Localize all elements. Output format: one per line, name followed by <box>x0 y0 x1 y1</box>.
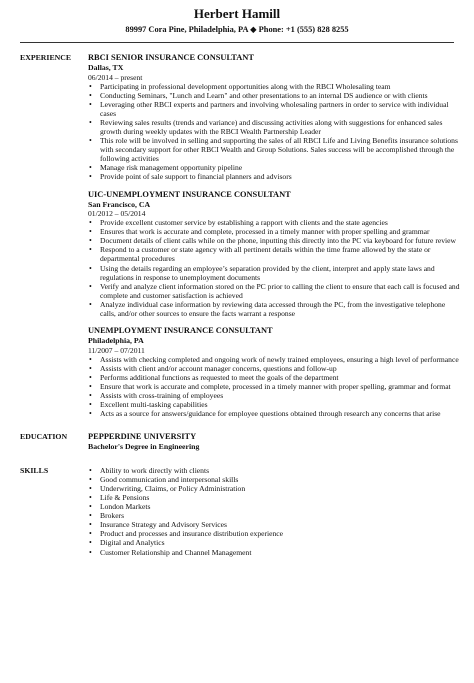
skill-item: • Good communication and interpersonal skills <box>88 475 462 484</box>
job-entry <box>88 326 462 418</box>
job-title: UIC-UNEMPLOYMENT INSURANCE CONSULTANT <box>88 189 291 199</box>
bullet-item: • Assists with checking completed and ongoing work of newly trained employees, ensuring a high level of performance <box>88 355 462 364</box>
experience-body <box>88 53 462 426</box>
bullet-item: • This role will be involved in selling and supporting the sales of all RBCI Life and Living Benefits insurance solutions with secondary support for other RBCI Wealth and Group Solutions. Sales success will be accomplished through the following activities <box>88 136 462 163</box>
skill-item: • Underwriting, Claims, or Policy Administration <box>88 484 462 493</box>
bullet-item: • Assists with client and/or account manager concerns, questions and follow-up <box>88 364 462 373</box>
skill-item: • Insurance Strategy and Advisory Services <box>88 520 462 529</box>
education-section <box>0 432 474 452</box>
job-location: San Francisco, CA <box>88 199 151 209</box>
bullet-item: • Conducting Seminars, "Lunch and Learn" and other presentations to an internal DS audience or with clients <box>88 91 462 100</box>
skill-item: • Ability to work directly with clients <box>88 466 462 475</box>
education-body <box>88 432 462 452</box>
job-entry <box>88 53 462 182</box>
degree: Bachelor's Degree in Engineering <box>88 442 200 452</box>
job-location: Dallas, TX <box>88 63 124 72</box>
bullet-item: • Acts as a source for answers/guidance for employee questions obtained through research any concerns that arise <box>88 409 462 418</box>
bullet-item: • Verify and analyze client information stored on the PC prior to calling the client to ensure that each call is focused and complete and customer satisfaction is achieved <box>88 282 462 300</box>
header-divider <box>20 42 454 43</box>
job-dates: 06/2014 – present <box>88 72 143 82</box>
job-entry <box>88 190 462 319</box>
skill-item: • Product and processes and insurance distribution experience <box>88 529 462 538</box>
bullet-item: • Ensures that work is accurate and complete, processed in a timely manner with proper spelling and grammar <box>88 227 462 236</box>
bullet-item: • Reviewing sales results (trends and variance) and discussing activities along with suggestions for enhanced sales growth during weekly updates with the RBCI Wealth Partnership Leader <box>88 118 462 136</box>
job-title: RBCI SENIOR INSURANCE CONSULTANT <box>88 53 254 62</box>
bullet-item: • Using the details regarding an employee’s separation provided by the client, interpret and apply state laws and regulations in response to unemployment documents <box>88 264 462 282</box>
skill-item: • Digital and Analytics <box>88 538 462 547</box>
skill-item: • Life & Pensions <box>88 493 462 502</box>
job-bullets <box>88 355 462 419</box>
bullet-item: • Provide point of sale support to financial planners and advisors <box>88 172 462 181</box>
bullet-item: • Excellent multi-tasking capabilities <box>88 400 462 409</box>
skill-item: • Brokers <box>88 511 462 520</box>
skills-body <box>88 466 462 557</box>
bullet-item: • Performs additional functions as requested to meet the goals of the department <box>88 373 462 382</box>
bullet-item: • Manage risk management opportunity pipeline <box>88 163 462 172</box>
job-bullets <box>88 82 462 182</box>
skills-list <box>88 466 462 557</box>
education-label: EDUCATION <box>20 432 68 442</box>
school-name: PEPPERDINE UNIVERSITY <box>88 432 197 442</box>
resume-header <box>0 0 474 36</box>
bullet-item: • Respond to a customer or state agency with all pertinent details within the time frame allowed by the state or departmental procedures <box>88 245 462 263</box>
experience-section <box>0 53 474 426</box>
skill-item: • Customer Relationship and Channel Management <box>88 548 462 557</box>
bullet-item: • Ensure that work is accurate and complete, processed in a timely manner with proper spelling, grammar and format <box>88 382 462 391</box>
job-bullets <box>88 218 462 318</box>
bullet-item: • Provide excellent customer service by establishing a rapport with clients and the state agencies <box>88 218 462 227</box>
job-dates: 01/2012 – 05/2014 <box>88 209 146 219</box>
skills-section <box>0 466 474 557</box>
experience-label: EXPERIENCE <box>20 53 72 62</box>
skill-item: • London Markets <box>88 502 462 511</box>
bullet-item: • Document details of client calls while on the phone, inputting this directly into the PC via keyboard for future review <box>88 236 462 245</box>
applicant-name: Herbert Hamill <box>193 6 281 21</box>
job-dates: 11/2007 – 07/2011 <box>88 345 145 355</box>
skills-label: SKILLS <box>20 465 49 475</box>
bullet-item: • Leveraging other RBCI experts and partners and involving wholesaling partners in order to service with individual cases <box>88 100 462 118</box>
job-location: Philadelphia, PA <box>88 336 144 346</box>
bullet-item: • Participating in professional development opportunities along with the RBCI Wholesaling team <box>88 82 462 91</box>
contact-line: 89997 Cora Pine, Philadelphia, PA ◆ Phone: +1 (555) 828 8255 <box>125 25 349 34</box>
bullet-item: • Assists with cross-training of employees <box>88 391 462 400</box>
bullet-item: • Analyze individual case information by reviewing data accessed through the PC, from the investigative telephone calls, and/or other sources to ensure the facts warrant a response <box>88 300 462 318</box>
job-title: UNEMPLOYMENT INSURANCE CONSULTANT <box>88 326 273 336</box>
